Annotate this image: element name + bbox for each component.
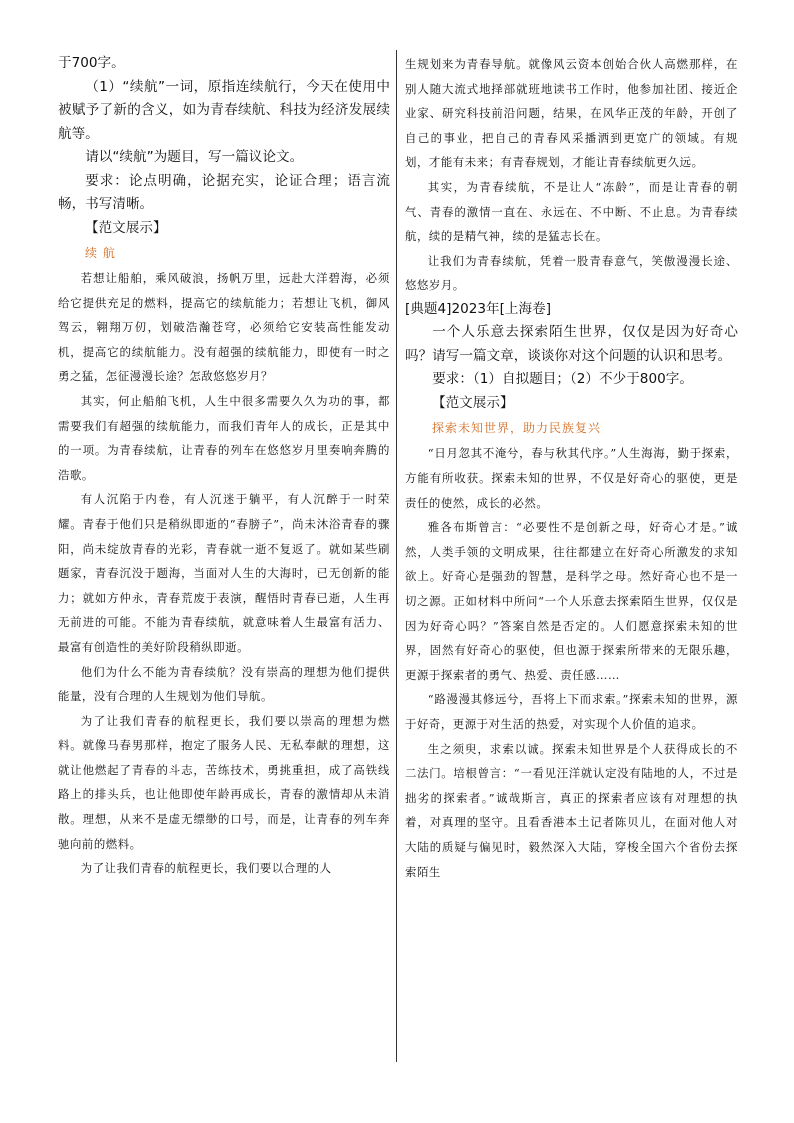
column-divider xyxy=(396,50,397,1062)
essay-paragraph: 其实，为青春续航，不是让人“冻龄”，而是让青春的朝气、青春的激情一直在、永远在、不中断、不止息。为青春续航，续的是精气神，续的是猛志长在。 xyxy=(405,179,738,244)
prompt-text: （1）“续航”一词，原指连续航行，今天在使用中被赋予了新的含义，如为青春续航、科技为经济发展续航等。 xyxy=(58,78,390,142)
essay-paragraph: 生之须臾，求索以诚。探索未知世界是个人获得成长的不二法门。培根曾言：“一看见汪洋就认定没有陆地的人，不过是拙劣的探索者。”诚哉斯言，真正的探索者应该有对理想的执着，对真理的坚守。且看香港本土记者陈贝儿，在面对他人对大陆的质疑与偏见时，毅然深入大陆，穿梭全国六个省份去探索陌生 xyxy=(405,741,738,879)
essay-paragraph: 雅各布斯曾言：“必要性不是创新之母，好奇心才是。”诚然，人类手领的文明成果，往往都建立在好奇心所激发的求知欲上。好奇心是强劲的智慧，是科学之母。然好奇心也不是一切之源。正如材料中所问“一个人乐意去探索陌生世界，仅仅是因为好奇心吗？”答案自然是否定的。人们愿意探索未知的世界，固然有好奇心的驱使，但也源于探索所带来的无限乐趣，更源于探索者的勇气、热爱、责任感…… xyxy=(405,520,738,682)
essay-paragraph: 有人沉陷于内卷，有人沉迷于躺平，有人沉醉于一时荣耀。青春于他们只是稍纵即逝的“春膀子”，尚未沐浴青春的骤阳，尚未绽放青春的光彩，青春就一逝不复返了。就如某些刷题家，青春沉没于题海，当面对人生的大海时，已无创新的能力；就如方仲永，青春荒废于表演，醒悟时青春已逝，人生再无前进的可能。不能为青春续航，就意味着人生最富有活力、最富有创造性的美好阶段稍纵即逝。 xyxy=(58,492,390,654)
right-column xyxy=(405,52,738,884)
essay-paragraph: 若想让船舶，乘风破浪，扬帆万里，远赴大洋碧海，必须给它提供充足的燃料，提高它的续航能力；若想让飞机，御风驾云，翱翔万仞，划破浩瀚苍穹，必须给它安装高性能发动机，提高它的续航能力。没有超强的续航能力，即使有一时之勇之猛，怎征漫漫长途？怎敌悠悠岁月？ xyxy=(58,271,390,384)
essay-paragraph: 为了让我们青春的航程更长，我们要以崇高的理想为燃料。就像马春男那样，抱定了服务人民、无私奉献的理想，这就让他燃起了青春的斗志，苦练技术，勇挑重担，成了高铁线路上的排头兵，也让他即使年龄再成长，青春的激情却从未消散。理想，从来不是虚无缥缈的口号，而是，让青春的列车奔驰向前的燃料。 xyxy=(58,713,390,851)
instruction-text: 请以“续航”为题目，写一篇议论文。 xyxy=(85,149,304,165)
left-continuation-text: 于700字。 xyxy=(58,55,125,71)
left-column xyxy=(58,52,390,881)
essay-paragraph: 他们为什么不能为青春续航？没有崇高的理想为他们提供能量，没有合理的人生规划为他们导航。 xyxy=(58,664,390,704)
question-text: 一个人乐意去探索陌生世界，仅仅是因为好奇心吗？请写一篇文章，谈谈你对这个问题的认识和思考。 xyxy=(405,324,738,364)
essay-title: 探索未知世界，助力民族复兴 xyxy=(432,421,602,436)
example-label: [典题4]2023年[上海卷] xyxy=(405,300,552,317)
essay-paragraph: “日月忽其不淹兮，春与秋其代序。”人生海海，勤于探索，方能有所收获。探索未知的世界，不仅是好奇心的驱使，更是责任的使然，成长的必然。 xyxy=(405,446,738,510)
requirement-text: 要求：（1）自拟题目；（2）不少于800字。 xyxy=(432,371,693,388)
sample-label: 【范文展示】 xyxy=(432,394,514,411)
essay-paragraph: 为了让我们青春的航程更长，我们要以合理的人 xyxy=(80,861,332,876)
requirement-text: 要求：论点明确，论据充实，论证合理；语言流畅，书写清晰。 xyxy=(58,172,390,212)
sample-label: 【范文展示】 xyxy=(85,219,167,236)
essay-title: 续 航 xyxy=(85,246,116,260)
essay-paragraph: 让我们为青春续航，凭着一股青春意气，笑傲漫漫长途、悠悠岁月。 xyxy=(405,253,738,293)
essay-paragraph: “路漫漫其修远兮，吾将上下而求索。”探索未知的世界，源于好奇，更源于对生活的热爱，对实现个人价值的追求。 xyxy=(405,692,738,731)
essay-paragraph: 其实，何止船舶飞机，人生中很多需要久久为功的事，都需要我们有超强的续航能力，而我们青年人的成长，正是其中的一项。为青春续航，让青春的列车在悠悠岁月里奏响奔腾的浩歌。 xyxy=(58,393,390,482)
essay-paragraph: 生规划来为青春导航。就像风云资本创始合伙人高燃那样，在别人随大流式地择部就班地读书工作时，他参加社团、接近企业家、研究科技前沿问题，结果，在风华正茂的年龄，开创了自己的事业，把自己的青春风采播洒到更宽广的领域。有规划，才能有未来；有青春规划，才能让青春续航更久远。 xyxy=(405,57,738,170)
